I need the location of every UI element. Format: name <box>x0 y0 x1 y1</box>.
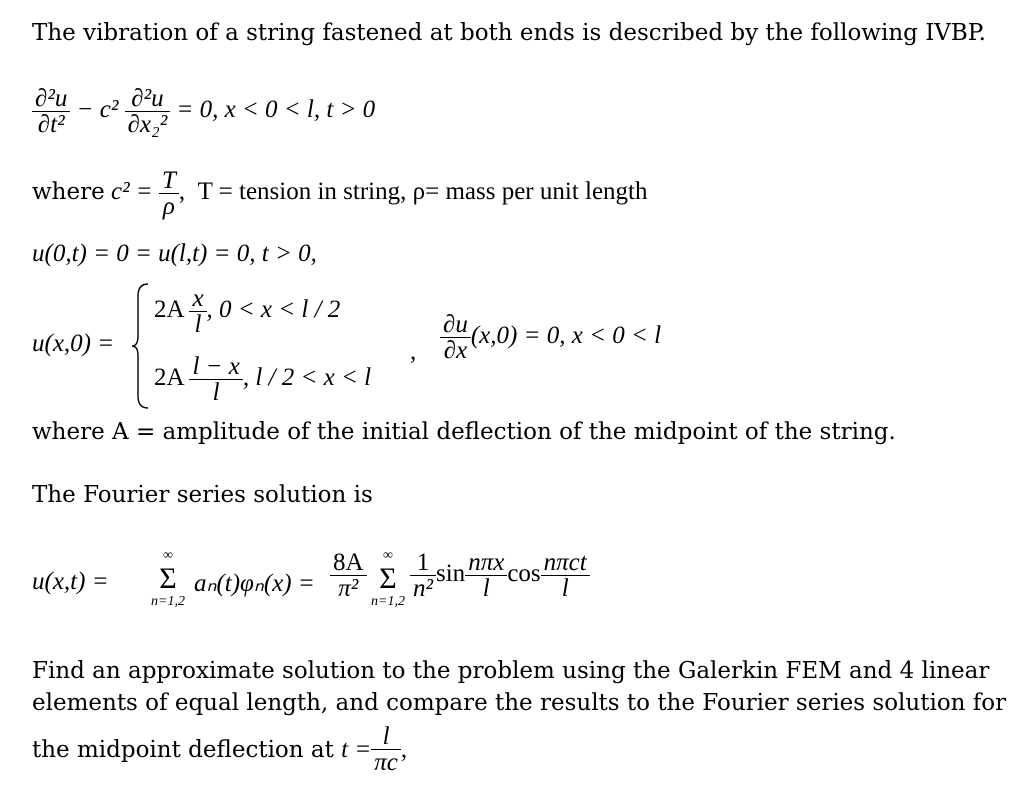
initial-conditions: u(x,0) = 2A $\frac{x}{l}$ , 0 < x < l / 2 2A $\frac{l - x}{l}$ , l / 2 < x < l , $\frac{\partial u}{\partial x}$ (x,0) = 0, x < 0 < l <box>32 282 732 412</box>
ic-case-2: 2A $\frac{l - x}{l}$ , l / 2 < x < l <box>154 353 372 406</box>
fourier-series: u(x,t) = ∞ Σ n=1,2 aₙ(t)φₙ(x) = $\frac{8A}{\text{π²}}$ ∞ Σ n=1,2 $\frac{1}{\text{n²}}$ sin $\frac{\text{nπx}}{l}$ cos $\frac{\text{nπct}}{l}$ <box>32 548 652 628</box>
where-c-line: where c² = $\frac{T}{\rho}$ , T = tension in string, ρ= mass per unit length <box>32 167 648 220</box>
boundary-conditions: u(0,t) = 0 = u(l,t) = 0, t > 0, <box>32 240 317 267</box>
task-line-1: Find an approximate solution to the problem using the Galerkin FEM and 4 linear <box>32 658 990 684</box>
t-fraction: $\frac{l}{\pi c}$ <box>371 724 401 775</box>
left-brace-icon <box>130 282 152 410</box>
intro-text: The vibration of a string fastened at both ends is described by the following IVBP. <box>32 20 986 46</box>
series-terms: $\frac{1}{\text{n²}}$ sin $\frac{\text{nπx}}{l}$ cos $\frac{\text{nπct}}{l}$ <box>410 550 590 601</box>
wave-equation <box>32 86 375 137</box>
coef-fraction: $\frac{8A}{\text{π²}}$ <box>330 550 367 601</box>
t-over-rho-fraction: $\frac{T}{\rho}$ <box>159 168 179 219</box>
task-line-2: elements of equal length, and compare the results to the Fourier series solution for <box>32 690 1007 716</box>
d2u-dt2-fraction: $\frac{\text{∂²u}}{\text{∂t²}}$ <box>32 86 70 137</box>
sum-symbol-1: ∞ Σ n=1,2 <box>151 548 185 609</box>
fourier-intro-text: The Fourier series solution is <box>32 482 373 508</box>
amplitude-text: where A = amplitude of the initial deflection of the midpoint of the string. <box>32 419 896 445</box>
ic-case-1: 2A $\frac{x}{l}$ , 0 < x < l / 2 <box>154 285 341 338</box>
task-line-3: the midpoint deflection at t = $\frac{l}{\pi c}$ , <box>32 723 408 776</box>
sum-symbol-2: ∞ Σ n=1,2 <box>371 548 405 609</box>
c-squared-term: − c² <box>76 96 119 124</box>
ic-lhs: u(x,0) = <box>32 330 115 357</box>
d2u-dx2-fraction: $\frac{\text{∂²u}}{\text{∂x₂²}}$ <box>125 86 171 137</box>
ic-derivative: $\frac{\partial u}{\partial x}$ (x,0) = 0, x < 0 < l <box>440 312 661 363</box>
pde-rhs: = 0, x < 0 < l, t > 0 <box>176 96 376 124</box>
